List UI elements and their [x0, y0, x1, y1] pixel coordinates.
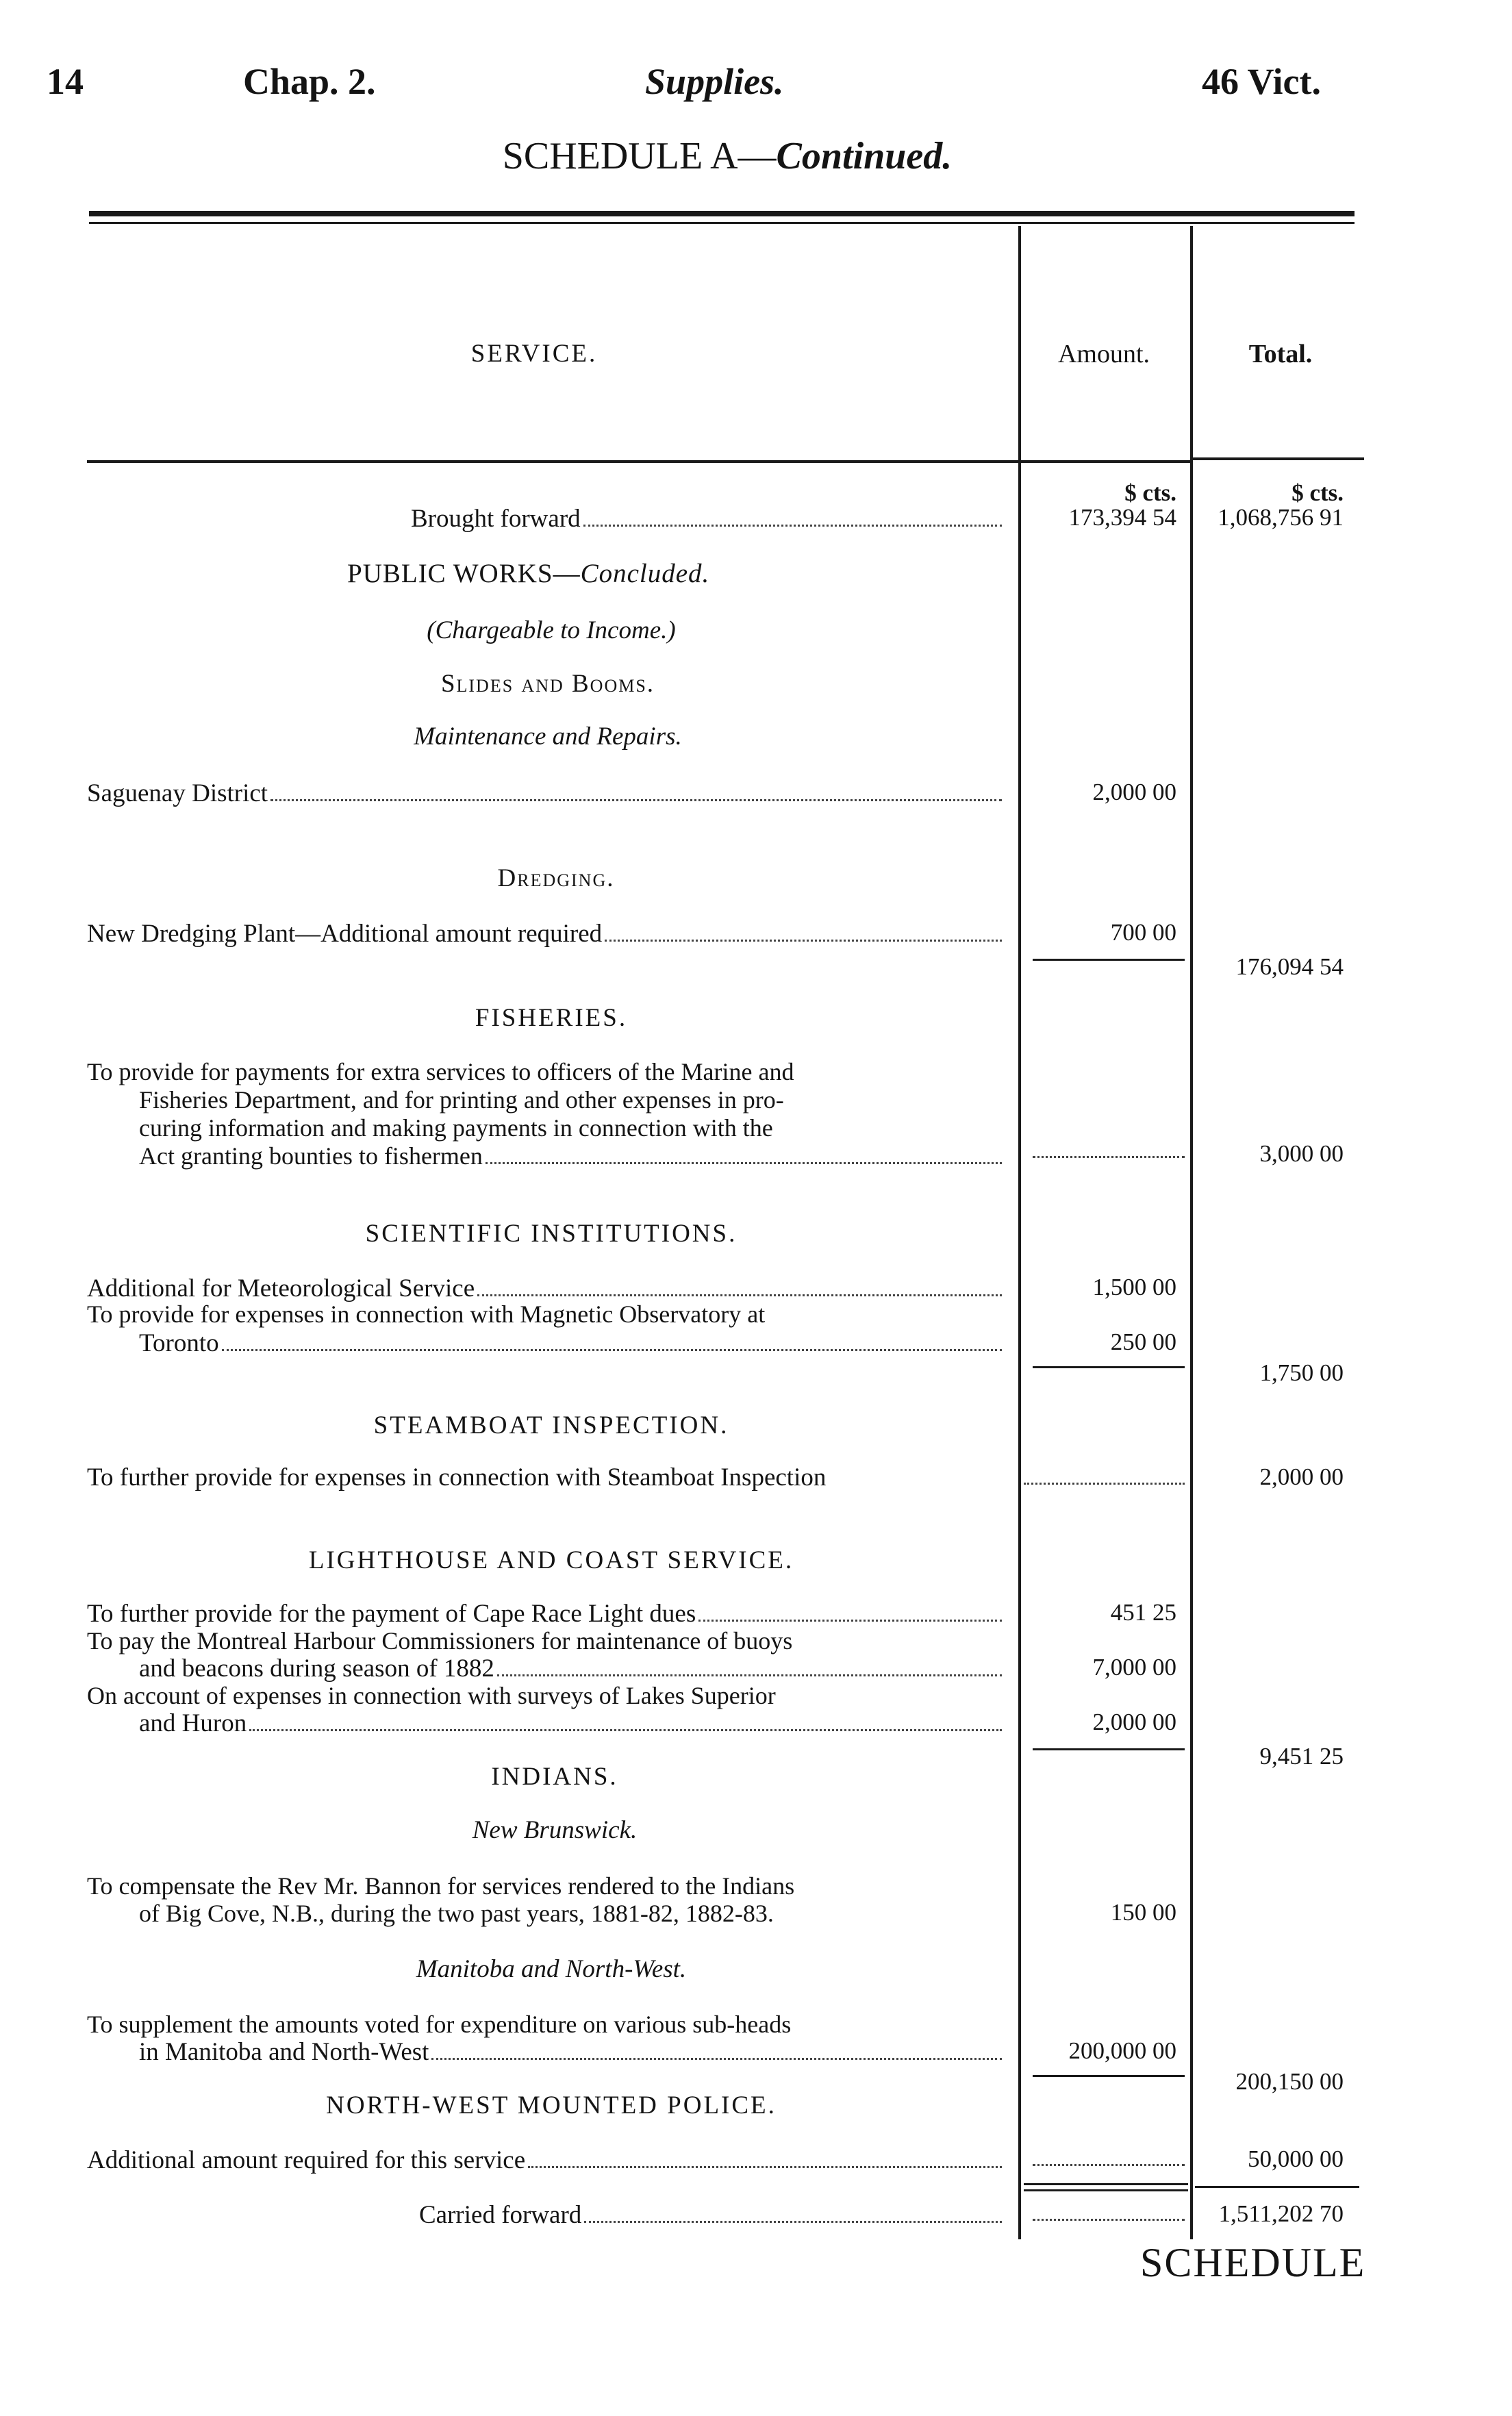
fisheries-amount-dots	[1033, 1156, 1185, 1158]
surveys-first: On account of expenses in connection with surveys of Lakes Superior	[87, 1682, 776, 1709]
brought-forward-amount: 173,394 54	[1068, 504, 1176, 531]
saguenay-amount: 2,000 00	[1092, 779, 1176, 805]
cape-race-row	[87, 1599, 1005, 1628]
dot-leader	[497, 1674, 1002, 1676]
dredging-row	[87, 919, 1005, 948]
amount-subtotal-rule	[1033, 959, 1185, 961]
public-works-heading	[347, 559, 709, 588]
new-brunswick-heading: New Brunswick.	[472, 1816, 638, 1844]
column-header-total: Total.	[1248, 340, 1313, 368]
montreal-second: and beacons during season of 1882	[139, 1654, 494, 1683]
dot-leader	[249, 1729, 1002, 1731]
total-column-divider	[1190, 226, 1193, 2239]
amount-total-rule-2	[1024, 2189, 1188, 2191]
catchword: SCHEDULE	[1140, 2240, 1366, 2285]
dot-leader	[486, 1162, 1002, 1164]
manitoba-row	[139, 2037, 1005, 2067]
steamboat-heading: STEAMBOAT INSPECTION.	[373, 1411, 729, 1439]
public-works-heading-suffix: Concluded.	[580, 559, 710, 588]
schedule-title-main: SCHEDULE A—	[502, 135, 777, 177]
magnetic-amount: 250 00	[1110, 1329, 1176, 1355]
public-works-heading-main: PUBLIC WORKS—	[347, 559, 581, 588]
montreal-amount: 7,000 00	[1092, 1654, 1176, 1681]
police-label: Additional amount required for this service	[87, 2146, 526, 2174]
dredging-amount: 700 00	[1110, 919, 1176, 946]
montreal-row	[139, 1654, 1005, 1683]
amount-subtotal-rule	[1033, 2075, 1185, 2077]
fisheries-text-first: To provide for payments for extra services to officers of the Marine and	[87, 1058, 794, 1085]
carried-forward-label: Carried forward	[419, 2201, 582, 2229]
bannon-first: To compensate the Rev Mr. Bannon for services rendered to the Indians	[87, 1872, 795, 1900]
dot-leader	[583, 525, 1002, 527]
bannon-second: of Big Cove, N.B., during the two past years, 1881-82, 1882-83.	[139, 1900, 774, 1927]
fisheries-heading: FISHERIES.	[475, 1004, 628, 1032]
saguenay-label: Saguenay District	[87, 779, 268, 807]
dot-leader	[584, 2221, 1002, 2223]
carried-forward-total: 1,511,202 70	[1218, 2200, 1344, 2227]
public-works-total: 176,094 54	[1235, 953, 1344, 980]
bannon-amount: 150 00	[1110, 1899, 1176, 1926]
scientific-heading: SCIENTIFIC INSTITUTIONS.	[365, 1220, 738, 1248]
brought-forward-row	[411, 504, 1005, 533]
steamboat-amount-dots	[1024, 1483, 1185, 1485]
lighthouse-heading: LIGHTHOUSE AND COAST SERVICE.	[308, 1546, 794, 1574]
indians-total: 200,150 00	[1235, 2068, 1344, 2095]
amount-units: $ cts.	[1124, 479, 1176, 506]
manitoba-first: To supplement the amounts voted for expenditure on various sub-heads	[87, 2011, 792, 2038]
fisheries-text-line-2: curing information and making payments in connection with the	[139, 1114, 773, 1142]
meteorological-row	[87, 1274, 1005, 1303]
maintenance-heading: Maintenance and Repairs.	[414, 722, 682, 751]
header-rule-amount	[1021, 460, 1190, 463]
column-header-service: SERVICE.	[470, 340, 598, 368]
police-heading: NORTH-WEST MOUNTED POLICE.	[326, 2091, 777, 2119]
police-row	[87, 2146, 1005, 2175]
slides-booms-heading: Slides and Booms.	[440, 670, 655, 698]
manitoba-amount: 200,000 00	[1068, 2037, 1176, 2064]
meteorological-amount: 1,500 00	[1092, 1274, 1176, 1300]
magnetic-second: Toronto	[139, 1329, 219, 1357]
fisheries-total: 3,000 00	[1259, 1140, 1344, 1167]
brought-forward-label: Brought forward	[411, 505, 581, 533]
fisheries-text	[87, 1058, 1005, 1170]
amount-total-rule	[1024, 2183, 1188, 2185]
header-rule-total	[1193, 457, 1364, 460]
manitoba-heading: Manitoba and North-West.	[416, 1955, 687, 1983]
dot-leader	[270, 799, 1002, 801]
amount-subtotal-rule	[1033, 1748, 1185, 1750]
dredging-label: New Dredging Plant—Additional amount required	[87, 920, 603, 948]
dot-leader	[222, 1349, 1002, 1351]
manitoba-second: in Manitoba and North-West	[139, 2038, 429, 2066]
steamboat-label: To further provide for expenses in connection with Steamboat Inspection	[87, 1463, 827, 1492]
police-amount-dots	[1033, 2164, 1185, 2166]
indians-heading: INDIANS.	[491, 1763, 618, 1791]
carried-forward-amount-dots	[1033, 2219, 1185, 2221]
dot-leader	[477, 1294, 1002, 1296]
fisheries-text-line-3: Act granting bounties to fishermen	[139, 1142, 483, 1170]
magnetic-first: To provide for expenses in connection with Magnetic Observatory at	[87, 1300, 766, 1328]
chargeable-note: (Chargeable to Income.)	[427, 616, 676, 644]
dredging-heading: Dredging.	[497, 864, 615, 892]
amount-subtotal-rule	[1033, 1366, 1185, 1368]
fisheries-text-line-1: Fisheries Department, and for printing and other expenses in pro-	[139, 1086, 784, 1113]
surveys-second: and Huron	[139, 1709, 247, 1737]
top-rule-thick	[89, 211, 1354, 216]
lighthouse-total: 9,451 25	[1259, 1743, 1344, 1770]
cape-race-amount: 451 25	[1110, 1599, 1176, 1626]
carried-forward-row	[419, 2200, 1005, 2230]
page-number: 14	[47, 61, 84, 102]
dot-leader	[431, 2058, 1002, 2060]
dot-leader	[698, 1620, 1002, 1622]
grand-total-rule	[1195, 2186, 1359, 2188]
column-header-amount: Amount.	[1057, 340, 1150, 368]
steamboat-total: 2,000 00	[1259, 1463, 1344, 1490]
saguenay-row	[87, 779, 1005, 808]
magnetic-row	[139, 1329, 1005, 1358]
running-title: Supplies.	[645, 61, 784, 102]
total-units: $ cts.	[1292, 479, 1344, 506]
regnal-year: 46 Vict.	[1202, 61, 1321, 102]
surveys-amount: 2,000 00	[1092, 1709, 1176, 1735]
dot-leader	[605, 940, 1002, 942]
dot-leader	[528, 2166, 1002, 2168]
police-total: 50,000 00	[1248, 2146, 1344, 2172]
top-rule-thin	[89, 222, 1354, 224]
cape-race-label: To further provide for the payment of Cape Race Light dues	[87, 1600, 696, 1628]
brought-forward-total: 1,068,756 91	[1218, 504, 1344, 531]
schedule-title-suffix: Continued.	[776, 135, 953, 177]
meteorological-label: Additional for Meteorological Service	[87, 1274, 475, 1303]
header-rule-service	[87, 460, 1018, 463]
surveys-row	[139, 1709, 1005, 1738]
chapter-label: Chap. 2.	[243, 61, 376, 102]
amount-column-divider	[1018, 226, 1021, 2239]
montreal-first: To pay the Montreal Harbour Commissioners for maintenance of buoys	[87, 1627, 793, 1654]
fisheries-text-last-row	[87, 1142, 1005, 1170]
schedule-title	[503, 134, 953, 178]
scientific-total: 1,750 00	[1259, 1359, 1344, 1386]
